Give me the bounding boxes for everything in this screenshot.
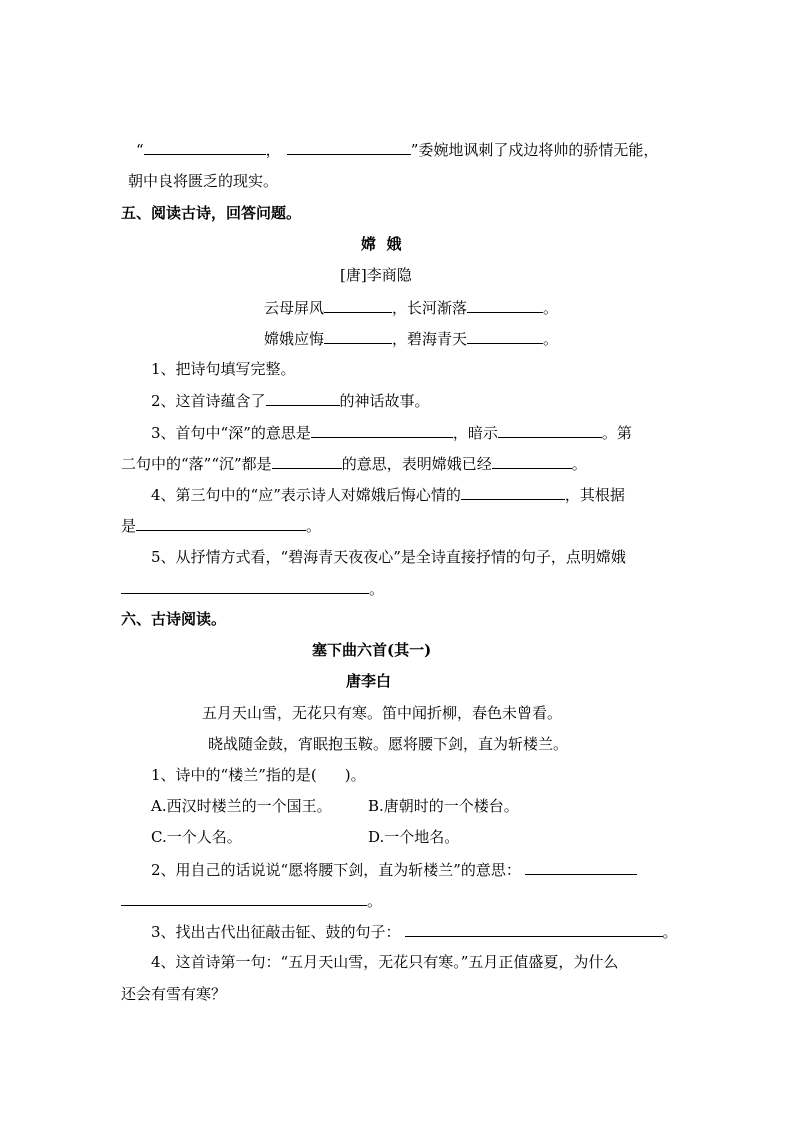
- question-5-5: 5、从抒情方式看，“碧海青天夜夜心”是全诗直接抒情的句子，点明嫦娥: [151, 548, 626, 566]
- question-6-2-cont: 。: [121, 889, 382, 912]
- answer-blank[interactable]: [525, 858, 637, 875]
- answer-blank[interactable]: [461, 483, 565, 500]
- answer-blank[interactable]: [405, 920, 663, 937]
- question-6-1: 1、诗中的“楼兰”指的是( )。: [151, 766, 366, 784]
- answer-blank[interactable]: [324, 327, 392, 344]
- poem-verse-1: 五月天山雪，无花只有寒。笛中闻折柳，春色未曾看。: [202, 704, 563, 722]
- poem-verse-2: 嫦娥应悔 ，碧海青天 。: [264, 327, 558, 350]
- question-5-5-cont: 。: [121, 577, 384, 600]
- question-6-4: 4、这首诗第一句：“五月天山雪，无花只有寒。”五月正值盛夏，为什么: [151, 953, 619, 971]
- comma: ，: [265, 141, 281, 159]
- answer-blank[interactable]: [272, 452, 342, 469]
- poem-author-li: [唐]李商隐: [340, 266, 412, 284]
- poem-verse-1: 云母屏风 ，长河渐落 。: [264, 296, 558, 319]
- question-6-2: 2、用自己的话说说“愿将腰下剑，直为斩楼兰”的意思：: [151, 858, 637, 881]
- answer-blank[interactable]: [121, 889, 367, 906]
- section5-heading: 五、阅读古诗，回答问题。: [121, 204, 302, 222]
- option-d: D.一个地名。: [368, 828, 460, 846]
- poem-author-libai: 唐李白: [346, 672, 392, 690]
- answer-blank[interactable]: [467, 296, 543, 313]
- answer-blank[interactable]: [266, 389, 340, 406]
- answer-blank[interactable]: [144, 138, 266, 155]
- answer-blank[interactable]: [311, 421, 453, 438]
- question-6-3: 3、找出古代出征敲击钲、鼓的句子： 。: [151, 920, 678, 943]
- intro-text: ”委婉地讽刺了戍边将帅的骄情无能，: [410, 141, 659, 159]
- intro-line-1: [136, 138, 658, 161]
- question-5-3: 3、首句中“深”的意思是 ，暗示 。第: [151, 421, 632, 444]
- answer-blank[interactable]: [287, 138, 411, 155]
- question-5-4-cont: 是 。: [121, 514, 321, 537]
- section6-heading: 六、古诗阅读。: [121, 610, 227, 628]
- question-5-2: 2、这首诗蕴含了 的神话故事。: [151, 389, 430, 412]
- answer-blank[interactable]: [498, 421, 602, 438]
- question-5-1: 1、把诗句填写完整。: [151, 360, 296, 378]
- poem-title-saixiaqu: 塞下曲六首(其一): [312, 641, 432, 659]
- option-a: A.西汉时楼兰的一个国王。: [151, 797, 332, 815]
- option-c: C.一个人名。: [151, 828, 242, 846]
- answer-blank[interactable]: [136, 514, 306, 531]
- open-quote: “: [136, 141, 144, 159]
- intro-line-2: 朝中良将匮乏的现实。: [128, 172, 279, 190]
- poem-verse-2: 晓战随金鼓，宵眠抱玉鞍。愿将腰下剑，直为斩楼兰。: [208, 735, 569, 753]
- question-6-4-cont: 还会有雪有寒？: [121, 985, 227, 1003]
- question-5-3-cont: 二句中的“落”“沉”都是 的意思，表明嫦娥已经 。: [121, 452, 587, 475]
- answer-blank[interactable]: [121, 577, 369, 594]
- answer-blank[interactable]: [467, 327, 543, 344]
- option-b: B.唐朝时的一个楼台。: [368, 797, 519, 815]
- question-5-4: 4、第三句中的“应”表示诗人对嫦娥后悔心情的 ，其根据: [151, 483, 625, 506]
- answer-blank[interactable]: [324, 296, 392, 313]
- poem-title-change: 嫦 娥: [361, 235, 402, 253]
- answer-blank[interactable]: [492, 452, 572, 469]
